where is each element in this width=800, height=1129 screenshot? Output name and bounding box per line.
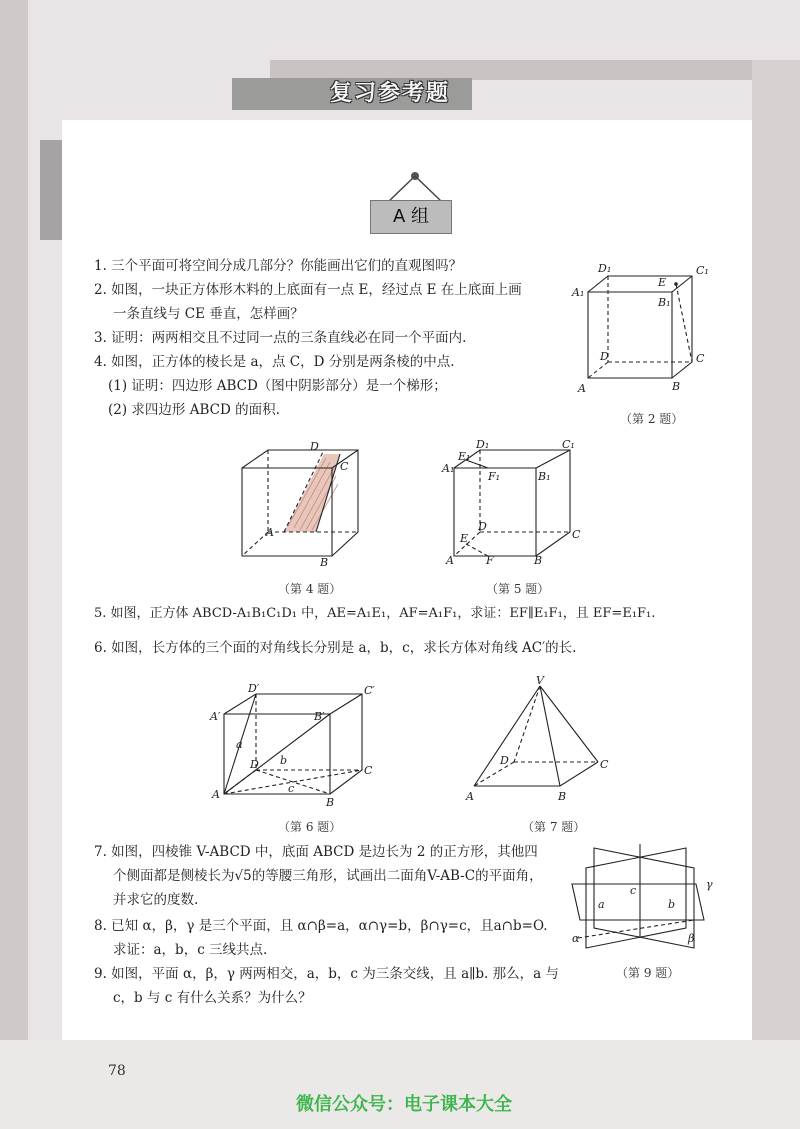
fig9-label-beta: β — [688, 932, 695, 945]
fig2-label-A1: A₁ — [572, 286, 585, 299]
page-number: 78 — [108, 1063, 126, 1079]
fig5-label-E1: E₁ — [458, 450, 471, 463]
background-strip — [0, 0, 28, 1129]
figure-6-cuboid — [206, 684, 386, 808]
figure-5-cube — [442, 440, 582, 568]
problem-4: 4. 如图，正方体的棱长是 a，点 C，D 分别是两条棱的中点. — [94, 354, 455, 370]
caption-fig5: （第 5 题） — [486, 582, 550, 596]
fig5-label-D: D — [478, 520, 487, 533]
fig5-label-B: B — [534, 554, 543, 567]
fig6-label-a: a — [236, 738, 243, 751]
problem-1: 1. 三个平面可将空间分成几部分？你能画出它们的直观图吗？ — [94, 258, 463, 274]
fig5-label-C1: C₁ — [562, 438, 575, 451]
caption-fig7: （第 7 题） — [522, 820, 586, 834]
fig5-label-A: A — [446, 554, 454, 567]
problem-7-cont2: 并求它的度数. — [113, 892, 199, 908]
fig7-label-C: C — [600, 758, 609, 771]
fig9-label-gamma: γ — [706, 878, 713, 891]
fig2-label-D: D — [600, 350, 609, 363]
problem-2-cont: 一条直线与 CE 垂直，怎样画？ — [113, 306, 304, 322]
background-right-block — [752, 60, 800, 1110]
caption-fig4: （第 4 题） — [278, 582, 342, 596]
problem-4-part1: (1) 证明：四边形 ABCD（图中阴影部分）是一个梯形； — [108, 378, 447, 394]
fig5-label-C: C — [572, 528, 581, 541]
fig7-label-D: D — [500, 754, 509, 767]
problem-7: 7. 如图，四棱锥 V-ABCD 中，底面 ABCD 是边长为 2 的正方形，其他四 — [94, 844, 538, 860]
fig9-label-b: b — [668, 898, 676, 911]
fig2-label-C1: C₁ — [696, 264, 709, 277]
fig5-label-B1: B₁ — [538, 470, 551, 483]
group-label: A 组 — [370, 200, 452, 234]
fig2-label-B1: B₁ — [658, 296, 671, 309]
fig6-label-C: C — [364, 764, 373, 777]
fig2-label-E: E — [658, 276, 667, 289]
problem-5: 5. 如图，正方体 ABCD-A₁B₁C₁D₁ 中，AE=A₁E₁，AF=A₁F₁，求证：EF∥E₁F₁，且 EF=E₁F₁. — [94, 606, 656, 621]
problem-4-part2: (2) 求四边形 ABCD 的面积. — [108, 402, 280, 418]
problem-8: 8. 已知 α，β，γ 是三个平面，且 α∩β=a，α∩γ=b，β∩γ=c，且a∩b=O. — [94, 918, 548, 934]
fig5-label-F1: F₁ — [488, 470, 501, 483]
wechat-watermark: 微信公众号：电子课本大全 — [296, 1094, 512, 1115]
fig7-label-V: V — [536, 674, 544, 687]
figure-2-cube — [570, 262, 720, 402]
fig7-label-B: B — [558, 790, 567, 803]
fig2-label-B: B — [672, 380, 681, 393]
fig6-label-Ap: A′ — [210, 710, 221, 723]
fig5-label-A1: A₁ — [442, 462, 455, 475]
caption-fig9: （第 9 题） — [616, 966, 680, 980]
problem-7-cont: 个侧面都是侧棱长为√5的等腰三角形，试画出二面角V-AB-C的平面角， — [113, 868, 543, 884]
fig9-label-alpha: α — [572, 932, 580, 945]
fig6-label-Dp: D′ — [248, 682, 260, 695]
fig9-label-c: c — [630, 884, 637, 897]
fig6-label-c: c — [288, 782, 295, 795]
fig4-label-C: C — [340, 460, 349, 473]
problem-9: 9. 如图，平面 α，β，γ 两两相交，a，b，c 为三条交线，且 a∥b. 那么，a 与 — [94, 966, 559, 982]
figure-9-planes — [566, 838, 716, 958]
fig5-label-F: F — [486, 554, 494, 567]
fig6-label-D: D — [250, 758, 259, 771]
fig5-label-D1: D₁ — [476, 438, 490, 451]
fig6-label-b: b — [280, 754, 288, 767]
fig9-label-a: a — [598, 898, 605, 911]
fig6-label-Cp: C′ — [364, 684, 375, 697]
fig2-label-D1: D₁ — [598, 262, 612, 275]
caption-fig2: （第 2 题） — [620, 412, 684, 426]
fig4-label-D: D — [310, 440, 319, 453]
problem-6: 6. 如图，长方体的三个面的对角线长分别是 a，b，c，求长方体对角线 AC′的长. — [94, 640, 577, 656]
figure-7-pyramid — [464, 676, 614, 806]
problem-3: 3. 证明：两两相交且不过同一点的三条直线必在同一个平面内. — [94, 330, 467, 346]
background-block — [40, 140, 62, 240]
figure-4-cube — [236, 440, 366, 570]
fig7-label-A: A — [466, 790, 474, 803]
problem-2: 2. 如图，一块正方体形木料的上底面有一点 E，经过点 E 在上底面上画 — [94, 282, 522, 298]
fig2-label-C: C — [696, 352, 705, 365]
caption-fig6: （第 6 题） — [278, 820, 342, 834]
fig6-label-B: B — [326, 796, 335, 809]
page-title: 复习参考题 — [330, 81, 451, 106]
fig2-label-A: A — [578, 382, 586, 395]
background-band — [270, 60, 800, 80]
fig6-label-Bp: B′ — [314, 710, 325, 723]
fig6-label-A: A — [212, 788, 220, 801]
problem-8-cont: 求证：a，b，c 三线共点. — [113, 942, 268, 958]
problem-9-cont: c，b 与 c 有什么关系？为什么？ — [113, 990, 312, 1006]
fig4-label-A: A — [266, 526, 274, 539]
fig5-label-E: E — [460, 532, 469, 545]
fig4-label-B: B — [320, 556, 329, 569]
